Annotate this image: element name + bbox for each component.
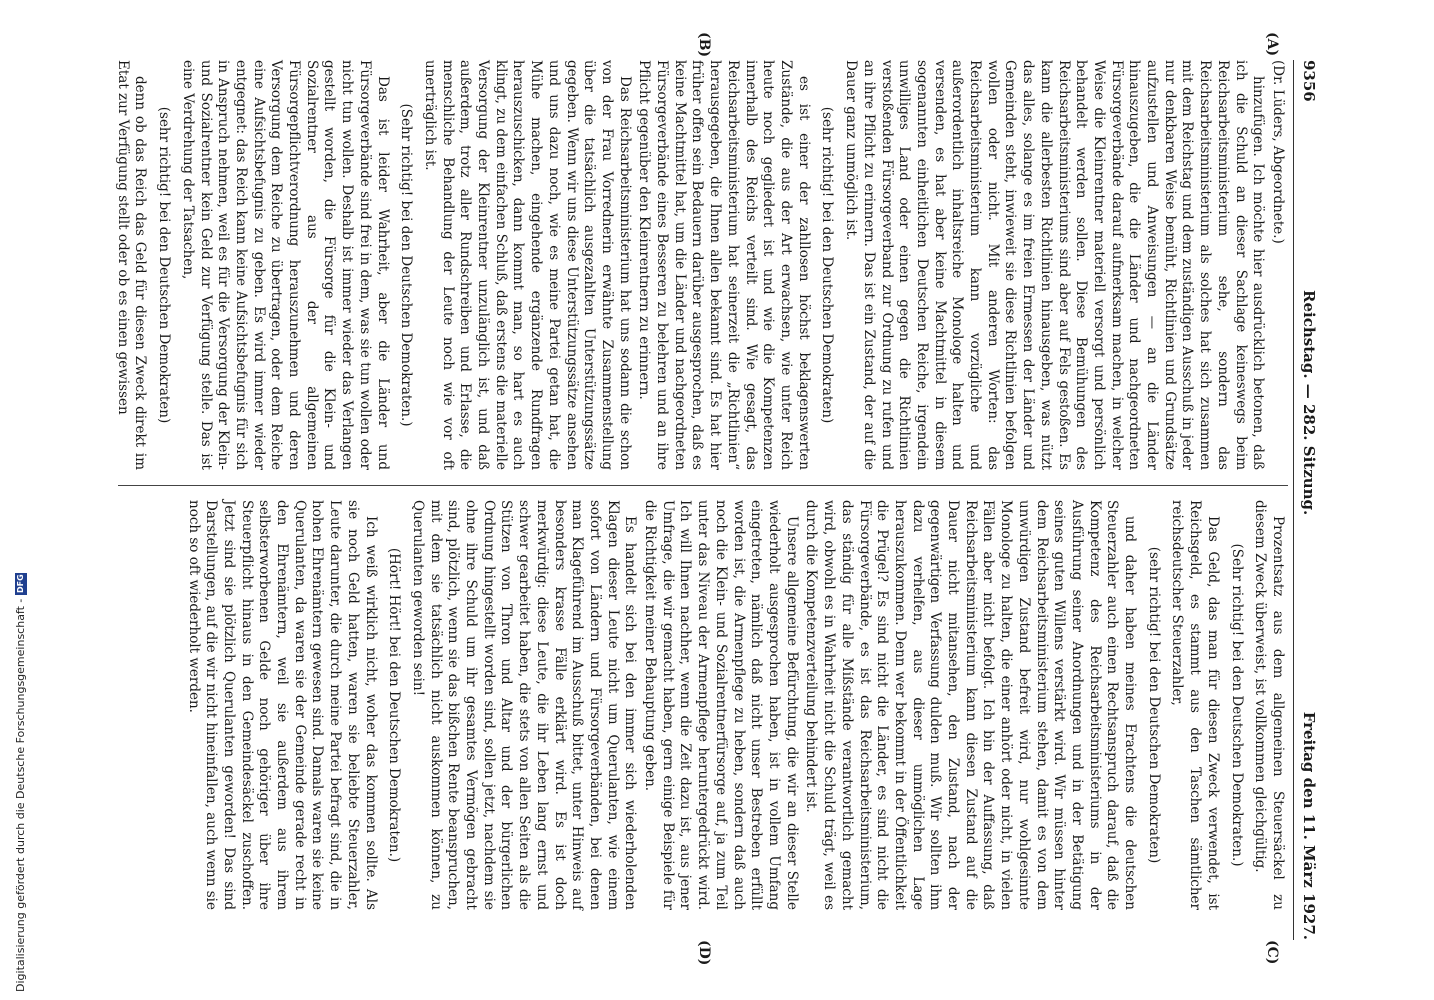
credit-text: Digitalisierung gefördert durch die Deutsche Forschungsgemeinschaft - [14, 598, 27, 992]
page-number: 9356 [1300, 60, 1318, 102]
margin-marker-c: (C) [1264, 940, 1280, 965]
margin-marker-b: (B) [696, 32, 712, 58]
dfg-logo: DFG [15, 574, 25, 593]
interjection: (Sehr richtig! bei den Deutschen Demokraten.) [398, 103, 415, 427]
speaker-line: (Dr. Lüders, Abgeordnete.) [1270, 60, 1286, 244]
margin-marker-d: (D) [696, 940, 712, 966]
session-title: Reichstag. — 282. Sitzung. [1300, 290, 1318, 516]
interjection: (Sehr richtig! bei den Deutschen Demokraten.) [1228, 543, 1245, 867]
page-header [1293, 60, 1322, 940]
interjection: (Hört! Hört! bei den Deutschen Demokraten.) [386, 547, 403, 863]
right-column [121, 500, 1286, 910]
interjection: (sehr richtig! bei den Deutschen Demokraten) [156, 106, 173, 424]
paragraph: Ich weiß wirklich nicht, woher das kommen sollte. Als sie noch Geld hatten, waren sie beliebte Steuerzahler, Leute darunter, die durch meine Partei befragt sind, die in hohen Ehrenämtern gewesen sind. Damals waren sie keine Querulanten, da waren sie der Gemeinde gerade recht in den Ehrenämtern, weil sie außerdem aus ihrem selbsterworbenen Gelde noch gehöriger über ihre Steuerpflicht hinaus in den Gemeindesäckel zuschoffen. Jetzt sind sie plötzlich Querulanten geworden! Das sind Darstellungen, auf die wir nicht hineinfallen, auch wenn sie noch so oft wiederholt werden. [185, 500, 379, 910]
margin-marker-a: (A) [1264, 32, 1280, 57]
paragraph: Das Reichsarbeitsministerium hat uns sodann die schon von der Frau Vorrednerin erwähnte Zusammenstellung über die tatsächlich ausgezahlten Unterstützungssätze gegeben. Wenn wir uns diese Unterstützungssätze ansehen und uns dazu noch, wie es meine Partei getan hat, die Mühe machen, eingehende ergänzende Rundfragen herauszuschicken, dann kommt man, so hart es auch klingt, zu dem einfachen Schluß, daß erstens die materielle Versorgung der Kleinrentner unzulänglich ist, und daß außerdem, trotz aller Rundschreiben und Erlasse, die menschliche Behandlung der Leute noch wie vor oft unerträglich ist. [421, 60, 633, 470]
session-date: Freitag den 11. März 1927. [1300, 711, 1318, 940]
left-column [114, 60, 1286, 470]
interjection: (sehr richtig! bei den Deutschen Demokraten) [819, 106, 836, 424]
paragraph: Das Geld, das man für diesen Zweck verwendet, ist Reichsgeld, es stammt aus den Taschen sämtlicher reichsdeutscher Steuerzahler, [1169, 500, 1221, 910]
interjection: (sehr richtig! bei den Deutschen Demokraten) [1145, 546, 1162, 864]
paragraph: und daher haben meines Erachtens die deutschen Steuerzahler auch einen Rechtsanspruch darauf, daß die Kompetenz des Reichsarbeitsministeriums in der Ausführung seiner Anordnungen und in der Betätigung seines guten Willens verstärkt wird. Wir müssen hinter dem Reichsarbeitsministerium stehen, damit es von dem unwürdigen Zustand befreit wird, nur wohlgesinnte Monologe zu halten, die einer anhört oder nicht, in vielen Fällen aber nicht befolgt. Ich bin der Auffassung, daß Reichsarbeitsministerium kann diesen Zustand auf die Dauer nicht mitansehen, den Zustand, nach der gegenwärtigen Verfassung dulden muß. Wir sollten ihm dazu verhelfen, aus dieser unmöglichen Lage herauszukommen. Denn wer bekommt in der Öffentlichkeit die Prügel? Es sind nicht die Länder, es sind nicht die Fürsorgeverbände, es ist das Reichsarbeitsministerium, das ständig für alle Mißstände verantwortlich gemacht wird, obwohl es in Wahrheit nicht die Schuld trägt, weil es durch die Kompetenzverteilung behindert ist. [803, 500, 1139, 910]
column-divider [118, 485, 1288, 486]
paragraph: hinzufügen. Ich möchte hier ausdrücklich betonen, daß ich die Schuld an dieser Sachlage keineswegs beim Reichsarbeitsministerium sehe, sondern das Reichsarbeitsministerium als solches hat sich zusammen mit dem Reichstag und dem zuständigen Ausschuß in jeder nur denkbaren Weise bemüht, Richtlinien und Grundsätze aufzustellen und Anweisungen — an die Länder hinauszugeben, die die Länder und nachgeordneten Fürsorgeverbände darauf aufmerksam machen, in welcher Weise die Kleinrentner materiell versorgt und persönlich behandelt werden sollen. Diese Bemühungen des Reichsarbeitsministeriums sind aber auf Fels gestoßen. Es kann die allerbesten Richtlinien hinausgeben, was nützt das alles, solange es im freien Ermessen der Länder und Gemeinden steht, inwieweit sie diese Richtlinien befolgen wollen oder nicht. Mit anderen Worten: das Reichsarbeitsministerium kann vorzügliche und außerordentlich inhaltsreiche Monologe halten und versenden, es hat aber keine Machtmittel in diesem sogenannten einheitlichen Deutschen Reiche, irgendein unwilliges Land oder einen gegen die Richtlinien verstoßenden Fürsorgeverband zur Ordnung zu rufen und an ihre Pflicht zu erinnern. Das ist ein Zustand, der auf die Dauer ganz unmöglich ist. [843, 60, 1267, 470]
paragraph: denn ob das Reich das Geld für diesen Zweck direkt im Etat zur Verfügung stellt oder ob es einen gewissen [114, 60, 149, 470]
digitization-credit [14, 573, 27, 992]
paragraph: Unsere allgemeine Befürchtung, die wir an dieser Stelle wiederholt ausgesprochen haben, ist in vollem Umfang eingetreten, nämlich daß nicht unser Bestreben erfüllt worden ist, die Armenpflege zu heben, sondern daß auch noch die Klein- und Sozialrentnerfürsorge auf, ja zum Teil unter das Niveau der Armenpflege heruntergedrückt wird. Ich will Ihnen nachher, wenn die Zeit dazu ist, aus jener Umfrage, die wir gemacht haben, gern einige Beispiele für die Richtigkeit meiner Behauptung geben. [642, 500, 800, 910]
paragraph: Es handelt sich bei den immer sich wiederholenden Klagen dieser Leute nicht um Querulanten, wie einem sofort von Ländern und Fürsorgeverbänden, bei denen man Klageführend im Ausschuß bittet, unter Hinweis auf besonders krasse Fälle erklärt wird. Es ist doch merkwürdig: diese Leute, die ihr Leben lang ernst und schwer gearbeitet haben, die stets von allen Seiten als die Stützen von Thron und Altar und der bürgerlichen Ordnung hingestellt worden sind, sollen jetzt, nachdem sie ohne ihre Schuld um ihr gesamtes Vermögen gebracht sind, plötzlich, wenn sie das bißchen Rente beanspruchen, mit dem sie tatsächlich nicht auskommen können, zu Querulanten geworden sein! [409, 500, 639, 910]
paragraph: Prozentsatz aus dem allgemeinen Steuersäckel zu diesem Zweck überweist, ist vollkommen gleichgültig. [1252, 500, 1286, 910]
document-page [112, 32, 1322, 966]
paragraph: es ist einer der zahllosen höchst beklagenswerten Zustände, die aus der Art erwachsen, wie unter Reich heute noch gegliedert ist und wie die Kompetenzen innerhalb des Reichs verteilt sind. Wie gesagt, das Reichsarbeitsministerium hat seinerzeit die „Richtlinien“ herausgegeben, die Ihnen allen bekannt sind. Es hat hier früher offen sein Bedauern darüber ausgesprochen, daß es keine Machtmittel hat, um die Länder und nachgeordneten Fürsorgeverbände eines Besseren zu belehren und an ihre Pflicht gegenüber den Kleinrentnern zu erinnern. [636, 60, 812, 470]
paragraph: Das ist leider Wahrheit, aber die Länder und Fürsorgeverbände sind frei in dem, was sie tun wollen oder nicht tun wollen. Deshalb ist immer wieder das Verlangen gestellt worden, die Fürsorge für die Klein- und Sozialrentner aus der allgemeinen Fürsorgepflichtverordnung herauszunehmen und deren Versorgung dem Reiche zu übertragen, oder dem Reiche eine Aufsichtsbefugnis zu geben. Es wird immer wieder entgegnet: das Reich kann keine Aufsichtsbefugnis für sich in Anspruch nehmen, weil es für die Versorgung der Klein- und Sozialrentner kein Geld zur Verfügung stelle. Das ist eine Verdrehung der Tatsachen, [179, 60, 391, 470]
